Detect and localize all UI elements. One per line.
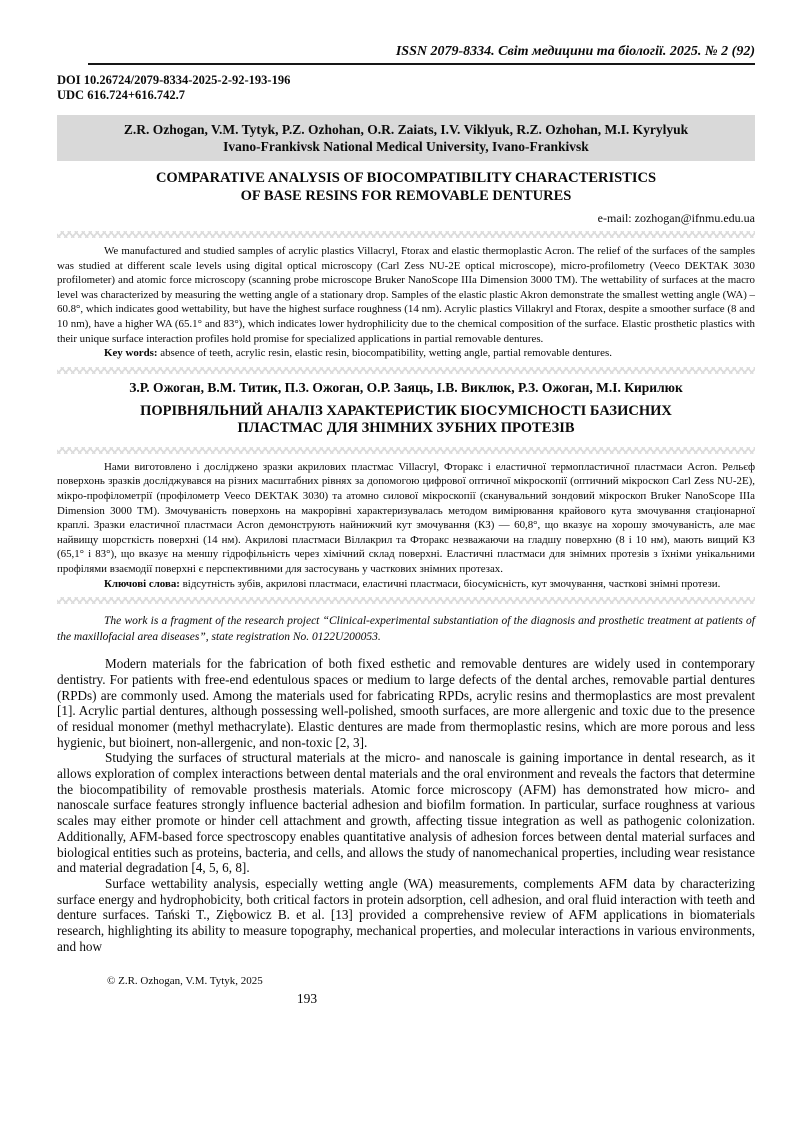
ukrainian-keywords-text: відсутність зубів, акрилові пластмаси, еластичні пластмаси, біосумісність, кут змочування, часткові знімні протези. bbox=[179, 577, 721, 590]
header-rule bbox=[88, 63, 755, 65]
english-affiliation-line: Ivano-Frankivsk National Medical University, Ivano-Frankivsk bbox=[223, 139, 589, 154]
paper-title-english-line2: OF BASE RESINS FOR REMOVABLE DENTURES bbox=[240, 187, 572, 204]
ukrainian-abstract: Нами виготовлено і досліджено зразки акрилових пластмас Villacryl, Фторакс і еластичної термопластичної пластмаси Acron. Рельєф поверхонь зразків досліджувався на різних масштабних рівнях за допомогою цифрової оптичної мікроскопії (оптичний мікроскоп Carl Zess NU-2E), мікро-профілометрії (профілометр Veeco DEKTAK 3030) та атомно силової мікроскопії (сканувальний зондовий мікроскоп Bruker NanoScope IIIa Dimension 3000 TM). Змочуваність поверхонь на макрорівні характеризувалась методом вимірювання крайового кута змочування стаціонарної краплі. Зразки еластичної пластмаси Acron демонструють найнижчий кут змочування (КЗ) — 60,8°, що вказує на хорошу змочуваність, але має найвищу шорсткість поверхні (14 нм). Акрилові пластмаси Віллакрил та Фторакс незважаючи на гладшу поверхню (8 і 10 нм), мають вищий КЗ (65,1° і 83°), що вказує на меншу гідрофільність через хімічний склад поверхні. Еластичні пластмаси для знімних протезів з їхніми унікальними профілями взаємодії поверхні є перспективними для застосувань у часткових знімних протезах. bbox=[57, 460, 755, 575]
page-number: 193 bbox=[296, 991, 318, 1007]
udc-line: UDC 616.724+616.742.7 bbox=[57, 87, 185, 102]
zigzag-divider bbox=[57, 597, 755, 604]
paper-title-english-line1: COMPARATIVE ANALYSIS OF BIOCOMPATIBILITY CHARACTERISTICS bbox=[155, 170, 657, 186]
body-paragraph: Studying the surfaces of structural materials at the micro- and nanoscale is gaining importance in dental research, as it allows exploration of complex interactions between dental materials and the oral environment and reveals the factors that determine the biocompatibility of removable prosthesis materials. Atomic force microscopy (AFM) has demonstrated how micro- and nanoscale surface features strongly influence bacterial adhesion and biofilm formation. In particular, surface roughness at various scales may either promote or hinder cell attachment and growth, affecting tissue integration as well as pathogenic colonization. Additionally, AFM-based force spectroscopy enables quantitative analysis of adhesion forces between dental material surfaces and biological entities such as proteins, bacteria, and cells, and allows the study of nanomechanical properties, including wear resistance and material degradation [4, 5, 6, 8]. bbox=[57, 750, 755, 876]
english-authors-line: Z.R. Ozhogan, V.M. Tytyk, P.Z. Ozhohan, O.R. Zaiats, I.V. Viklyuk, R.Z. Ozhohan, M.I. Kyrylyuk bbox=[123, 122, 689, 137]
english-abstract: We manufactured and studied samples of acrylic plastics Villacryl, Ftorax and elastic thermoplastic Acron. The relief of the surfaces of the samples was studied at different scale levels using digital optical microscopy (Carl Zess NU-2E optical microscope), micro-profilometry (Veeco DEKTAK 3030 profilometer) and atomic force microscopy (scanning probe microscope Bruker NanoScope IIIa Dimension 3000 TM). The wettability of surfaces at the macro level was characterized by measuring the wetting angle of a stationary drop. Samples of the elastic plastic Akron demonstrate the smallest wetting angle (WA) – 60.8°, which indicates good wettability, but have the highest surface roughness (14 nm). Acrylic plastics Villakryl and Ftorax, despite a smoother surface (8 and 10 nm), have a higher WA (65.1° and 83°), which indicates lower hydrophilicity due to the chemical composition of the surface. Elastic prosthetic plastics with their unique surface interaction profiles hold promise for specialized applications in partial removable dentures. bbox=[57, 245, 755, 345]
project-note: The work is a fragment of the research project “Clinical-experimental substantiation of the diagnosis and prosthetic treatment at patients of the maxillofacial area diseases”, state registration No. 0122U200053. bbox=[57, 615, 755, 643]
paper-title-ukrainian bbox=[57, 403, 755, 438]
zigzag-divider bbox=[57, 367, 755, 374]
doi-line: DOI 10.26724/2079-8334-2025-2-92-193-196 bbox=[57, 73, 291, 87]
paper-title-ukrainian-line1: ПОРІВНЯЛЬНИЙ АНАЛІЗ ХАРАКТЕРИСТИК БІОСУМІСНОСТІ БАЗИСНИХ bbox=[140, 402, 672, 419]
ukrainian-authors-line: З.Р. Ожоган, В.М. Титик, П.З. Ожоган, О.Р. Заяць, І.В. Виклюк, Р.З. Ожоган, М.І. Кирилюк bbox=[129, 379, 683, 395]
author-email: e-mail: zozhogan@ifnmu.edu.ua bbox=[597, 211, 755, 225]
ukrainian-keywords bbox=[57, 577, 755, 592]
english-keywords-label: Key words: bbox=[104, 347, 158, 360]
english-keywords-text: absence of teeth, acrylic resin, elastic resin, biocompatibility, wetting angle, partial removable dentures. bbox=[157, 347, 612, 360]
page-footer bbox=[57, 975, 755, 1007]
body-paragraph: Modern materials for the fabrication of both fixed esthetic and removable dentures are widely used in contemporary dentistry. For patients with free-end edentulous spaces or medium to large defects of the dental arches, removable partial dentures (RPDs) are commonly used. Among the materials used for fabricating RPDs, acrylic resins and thermoplastics are most prevalent [1]. Acrylic partial dentures, although possessing well-polished, smooth surfaces, are more allergenic and toxic due to the presence of residual monomer (methyl methacrylate). Elastic dentures are made from thermoplastic resins, which are more porous and less hygienic, but bioinert, non-allergenic, and non-toxic [2, 3]. bbox=[57, 656, 755, 750]
zigzag-divider bbox=[57, 447, 755, 454]
footer-copyright: © Z.R. Ozhogan, V.M. Tytyk, 2025 bbox=[107, 975, 263, 988]
english-keywords bbox=[57, 346, 755, 361]
zigzag-divider bbox=[57, 231, 755, 238]
paper-title-english bbox=[57, 170, 755, 205]
authors-affiliation-block bbox=[57, 115, 755, 161]
body-paragraph: Surface wettability analysis, especially wetting angle (WA) measurements, complements AFM data by characterizing surface energy and hydrophobicity, both critical factors in protein adsorption, cell adhesion, and oral fluid interaction with teeth and denture surfaces. Tański T., Ziębowicz B. et al. [13] provided a comprehensive review of AFM applications in biomaterials research, highlighting its ability to measure topography, mechanical properties, and molecular interactions in various environments, and how bbox=[57, 875, 755, 954]
ukrainian-keywords-label: Ключові слова: bbox=[104, 577, 180, 590]
journal-issn-header: ISSN 2079-8334. Світ медицини та біології. 2025. № 2 (92) bbox=[395, 44, 755, 59]
paper-title-ukrainian-line2: ПЛАСТМАС ДЛЯ ЗНІМНИХ ЗУБНИХ ПРОТЕЗІВ bbox=[237, 420, 575, 437]
